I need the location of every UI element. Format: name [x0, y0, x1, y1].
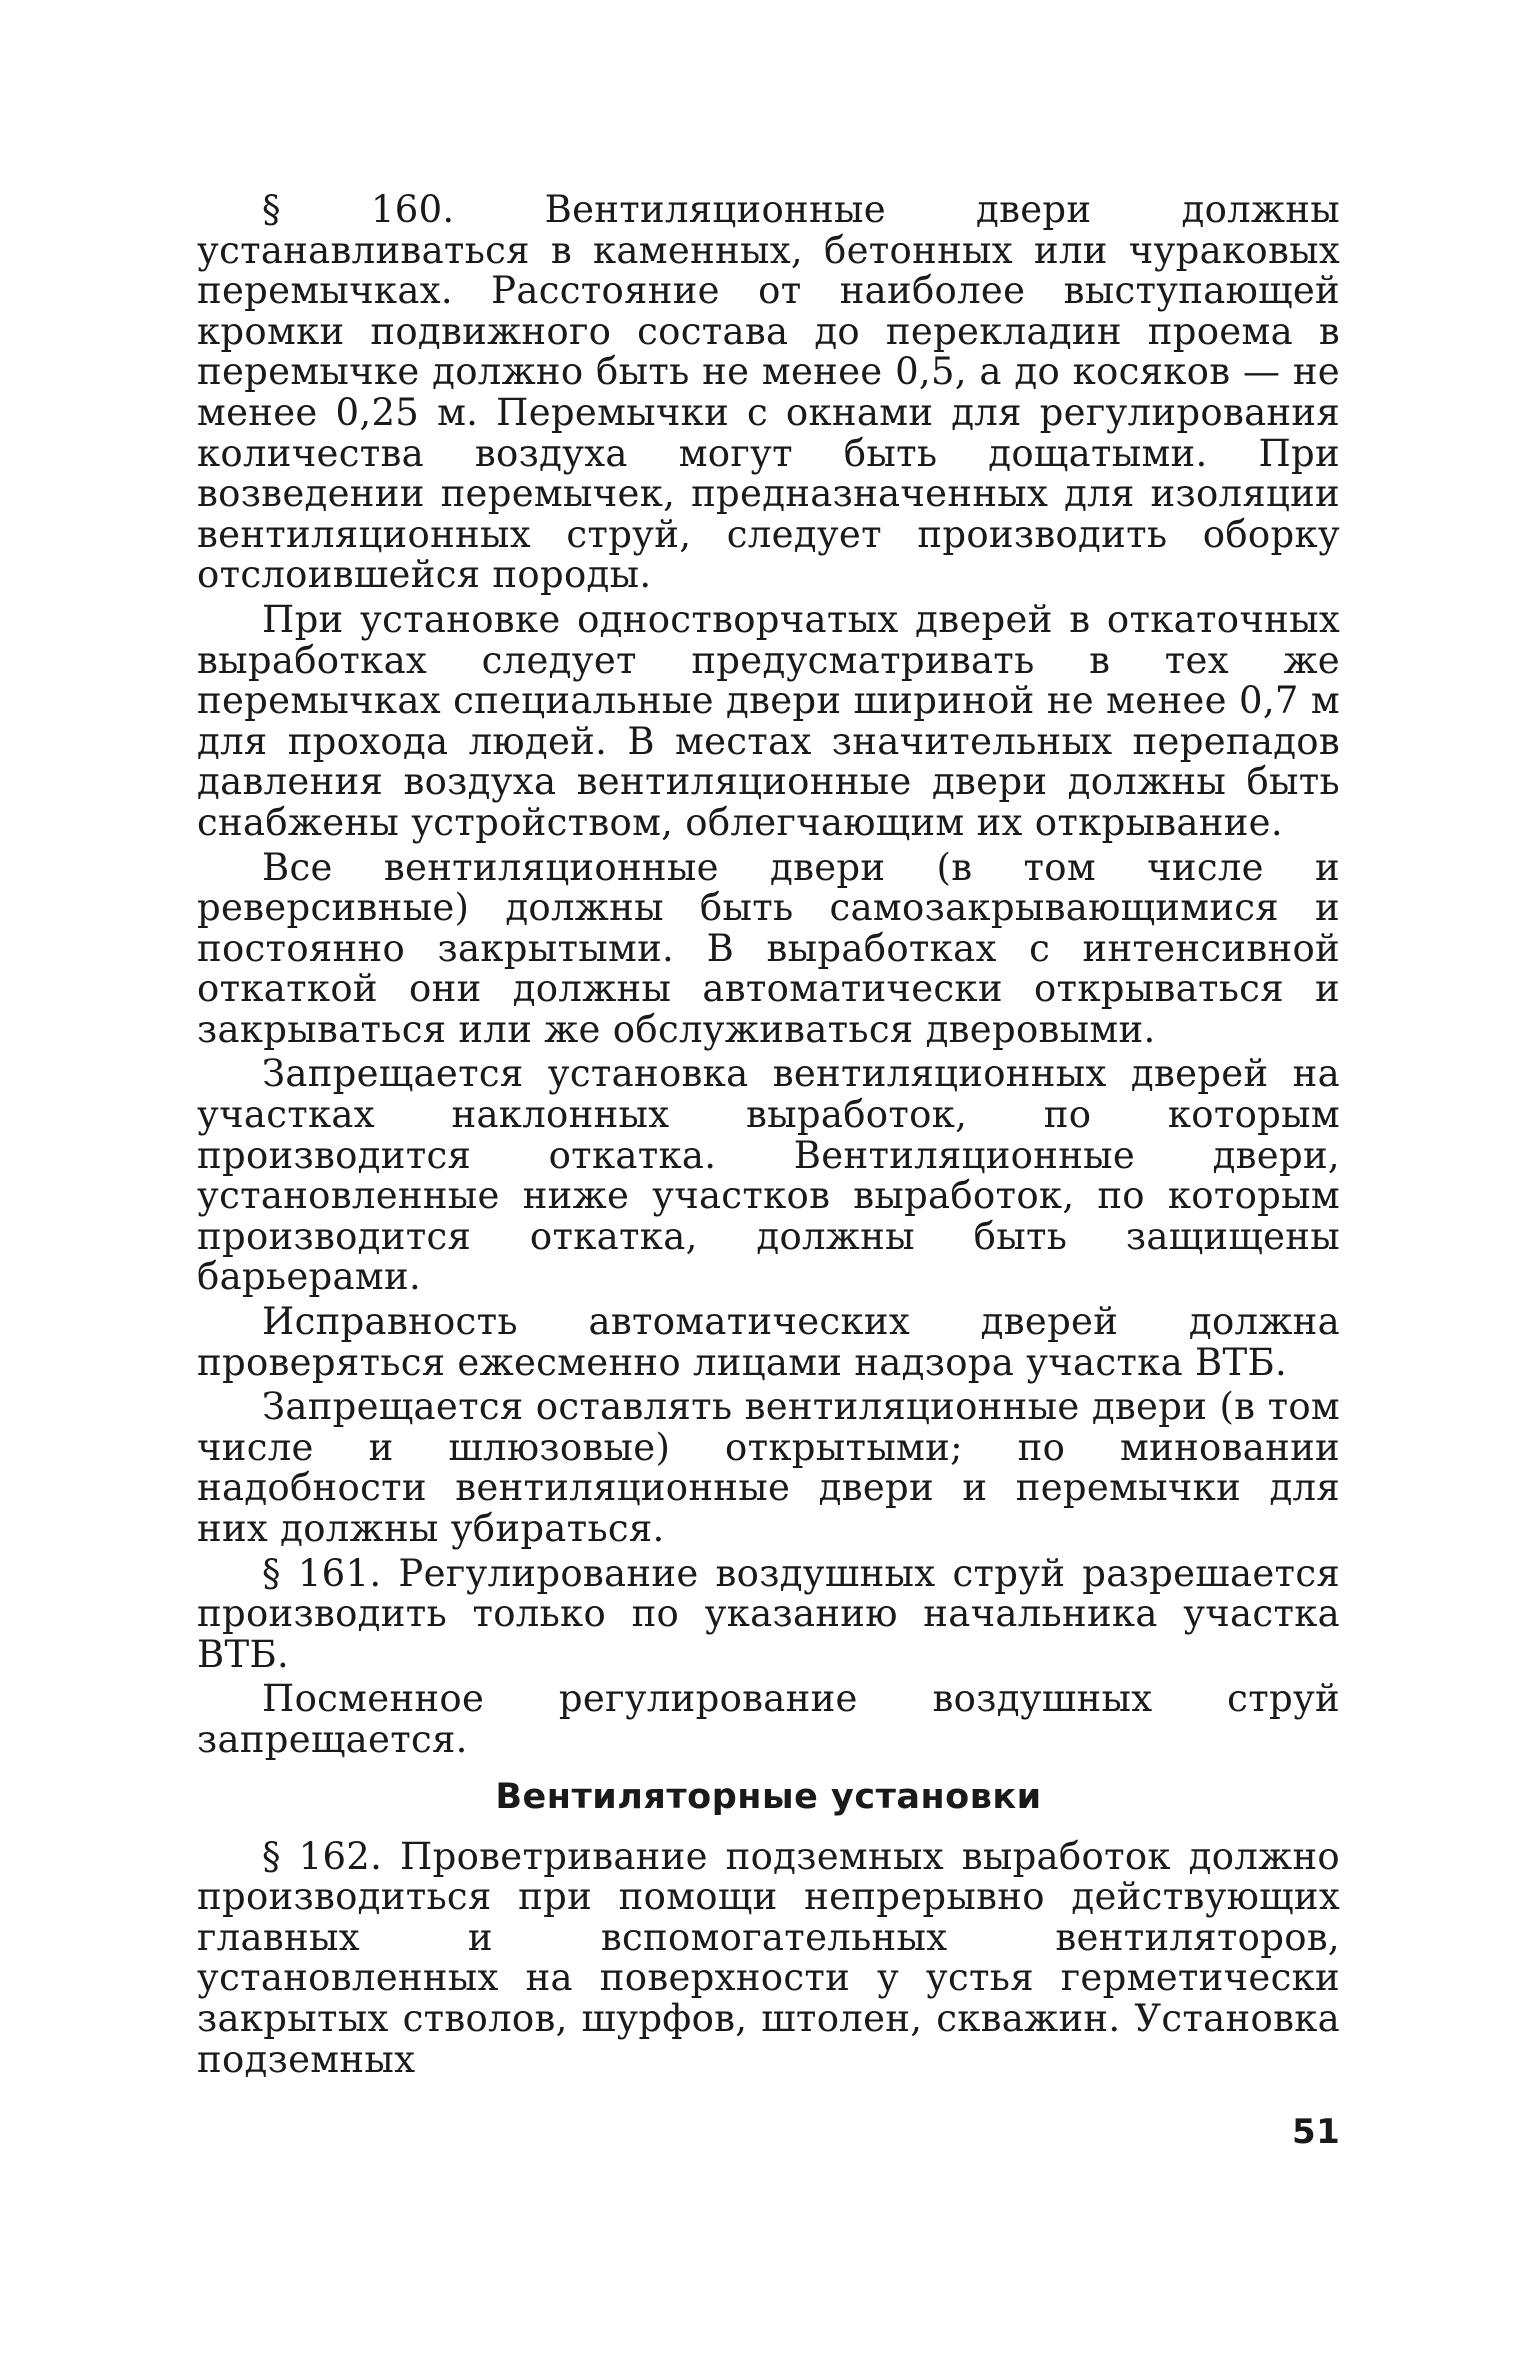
paragraph-160-1: § 160. Вентиляционные двери должны устанавливаться в каменных, бетонных или чураковых перемычках. Расстояние от наиболее выступающей кромки подвижного состава до перекладин проема в перемычке должно быть не менее 0,5, а до косяков — не менее 0,25 м. Перемычки с окнами для регулирования количества воздуха могут быть дощатыми. При возведении перемычек, предназначенных для изоляции вентиляционных струй, следует производить оборку отслоившейся породы. [197, 188, 1340, 597]
page-number: 51 [1292, 2112, 1341, 2152]
paragraph-161-1: § 161. Регулирование воздушных струй разрешается производить только по указанию начальника участка ВТБ. [197, 1551, 1340, 1676]
paragraph-160-6: Запрещается оставлять вентиляционные двери (в том числе и шлюзовые) открытыми; по миновании надобности вентиляционные двери и перемычки для них должны убираться. [197, 1385, 1340, 1550]
paragraph-160-4: Запрещается установка вентиляционных дверей на участках наклонных выработок, по которым производится откатка. Вентиляционные двери, установленные ниже участков выработок, по которым производится откатка, должны быть защищены барьерами. [197, 1052, 1340, 1299]
paragraph-161-2: Посменное регулирование воздушных струй запрещается. [197, 1677, 1340, 1761]
section-heading: Вентиляторные установки [495, 1776, 1042, 1817]
paragraph-160-3: Все вентиляционные двери (в том числе и реверсивные) должны быть самозакрывающимися и постоянно закрытыми. В выработках с интенсивной откаткой они должны автоматически открываться и закрываться или же обслуживаться дверовыми. [197, 845, 1340, 1051]
paragraph-160-5: Исправность автоматических дверей должна проверяться ежесменно лицами надзора участка ВТБ. [197, 1300, 1340, 1384]
page-body [197, 190, 1340, 2084]
paragraph-162-1: § 162. Проветривание подземных выработок должно производиться при помощи непрерывно действующих главных и вспомогательных вентиляторов, установленных на поверхности у устья герметически закрытых стволов, шурфов, штолен, скважин. Установка подземных [197, 1834, 1340, 2081]
paragraph-160-2: При установке одностворчатых дверей в откаточных выработках следует предусматривать в тех же перемычках специальные двери шириной не менее 0,7 м для прохода людей. В местах значительных перепадов давления воздуха вентиляционные двери должны быть снабжены устройством, облегчающим их открывание. [197, 597, 1340, 844]
